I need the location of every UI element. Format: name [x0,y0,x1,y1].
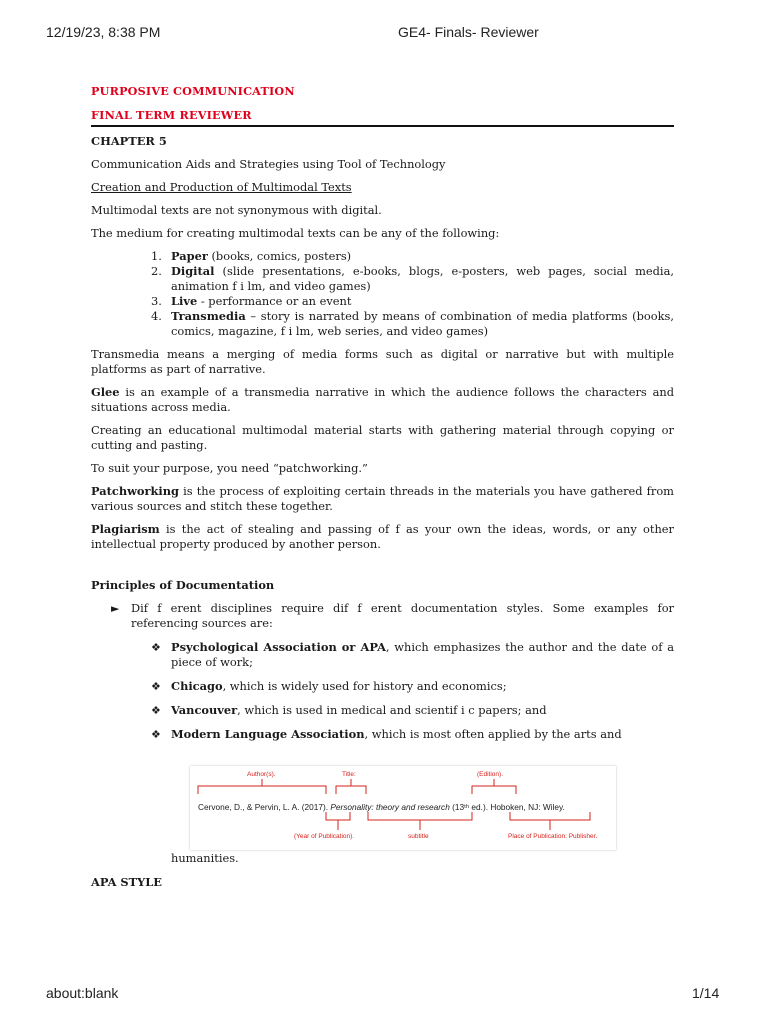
paragraph-patchworking [91,484,674,514]
diamond-bullet-icon: ❖ [151,641,161,654]
apa-style-heading: APA STYLE [91,875,162,889]
label-edition: (Edition). [477,771,504,778]
document-body [91,80,674,742]
patchworking-term: Patchworking [91,484,179,498]
principles-heading: Principles of Documentation [91,578,275,592]
diamond-bullet-icon: ❖ [151,704,161,717]
list-item [91,249,674,264]
title-divider [91,125,674,127]
citation-title: Personality: theory and research [330,802,450,812]
apa-citation-figure [190,766,616,850]
list-text: (books, comics, posters) [207,249,352,263]
list-number: 4. [151,309,162,323]
citation-authors: Cervone, D., & Pervin, L. A. (2017). [198,802,331,812]
section-heading: Creation and Production of Multimodal Texts [91,180,352,194]
plagiarism-text: is the act of stealing and passing of f as your own the ideas, words, or any other intellectual property produced by another person. [91,522,674,551]
label-year: (Year of Publication). [294,833,355,840]
paragraph-creating: Creating an educational multimodal material starts with gathering material through copying or cutting and pasting. [91,423,674,452]
paragraph-suit: To suit your purpose, you need “patchworking.” [91,461,368,475]
paragraph-medium: The medium for creating multimodal texts can be any of the following: [91,226,500,240]
patchworking-text: is the process of exploiting certain threads in the materials you have gathered from various sources and stitch these together. [91,484,674,513]
principles-text: Dif f erent disciplines require dif f erent documentation styles. Some examples for referencing sources are: [131,601,674,630]
list-text: – story is narrated by means of combination of media platforms (books, comics, magazine, f i lm, web series, and video games) [171,309,674,338]
label-place-publisher: Place of Publication: Publisher. [508,833,598,840]
style-item-mla [91,727,674,742]
list-item [91,264,674,294]
list-term: Paper [171,249,208,263]
paragraph-multimodal: Multimodal texts are not synonymous with digital. [91,203,382,217]
print-footer-url: about:blank [46,985,119,1001]
glee-text: is an example of a transmedia narrative in which the audience follows the characters and situations across media. [91,385,674,414]
list-term: Digital [171,264,215,278]
style-item-apa [91,640,674,670]
label-authors: Author(s). [247,771,276,778]
list-term: Transmedia [171,309,246,323]
style-item-vancouver [91,703,674,718]
list-item [91,309,674,339]
style-term: Chicago [171,679,223,693]
list-text: (slide presentations, e-books, blogs, e-posters, web pages, social media, animation f i lm, and video games) [171,264,674,293]
print-header-title: GE4- Finals- Reviewer [398,24,539,40]
list-number: 1. [151,249,162,263]
list-item [91,294,674,309]
label-title: Title: [342,771,356,778]
style-text: , which is used in medical and scientif i c papers; and [237,703,547,717]
paragraph-glee [91,385,674,415]
style-term: Vancouver [171,703,238,717]
humanities-continuation: humanities. [171,851,239,865]
list-term: Live [171,294,198,308]
citation-example [198,802,565,812]
triangle-bullet-icon: ► [111,602,120,615]
style-term: Psychological Association or APA [171,640,386,654]
citation-rest: (13ᵗʰ ed.). Hoboken, NJ: Wiley. [449,802,565,812]
list-number: 2. [151,264,162,278]
label-subtitle: subtitle [408,833,429,840]
style-text: , which is widely used for history and economics; [222,679,507,693]
list-text: - performance or an event [197,294,352,308]
plagiarism-term: Plagiarism [91,522,160,536]
paragraph-plagiarism [91,522,674,552]
diamond-bullet-icon: ❖ [151,728,161,741]
print-header-datetime: 12/19/23, 8:38 PM [46,24,161,40]
glee-term: Glee [91,385,120,399]
document-subtitle: FINAL TERM REVIEWER [91,108,252,122]
style-item-chicago [91,679,674,694]
style-term: Modern Language Association [171,727,365,741]
print-footer-page: 1/14 [692,985,720,1001]
principles-bullet [91,601,674,631]
chapter-heading: CHAPTER 5 [91,134,167,148]
media-list [91,249,674,339]
diamond-bullet-icon: ❖ [151,680,161,693]
document-title: PURPOSIVE COMMUNICATION [91,84,295,98]
list-number: 3. [151,294,162,308]
style-text: , which emphasizes the author and the date of a piece of work; [171,640,674,669]
chapter-subtitle: Communication Aids and Strategies using Tool of Technology [91,157,446,171]
paragraph-transmedia: Transmedia means a merging of media forms such as digital or narrative but with multiple platforms as part of narrative. [91,347,674,376]
style-text: , which is most often applied by the arts and [364,727,622,741]
